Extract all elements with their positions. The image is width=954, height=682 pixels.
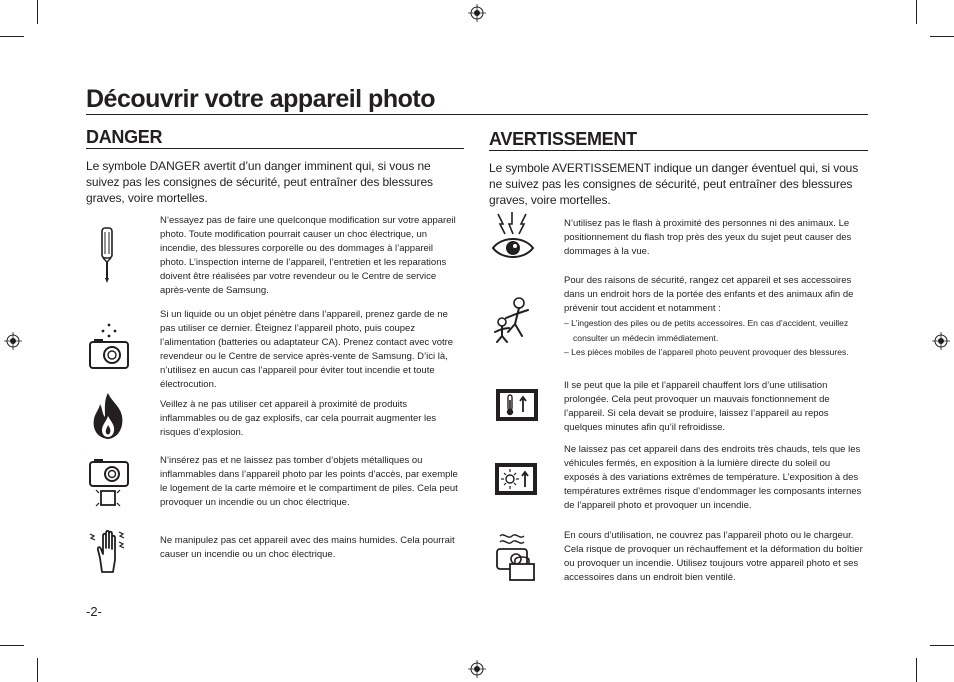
warning-item-children bbox=[564, 274, 868, 360]
warning-item-flash: N’utilisez pas le flash à proximité des personnes ni des animaux. Le positionnement du flash trop près des yeux du sujet peut causer des dommages à la vue. bbox=[564, 218, 852, 257]
registration-mark-bottom-icon bbox=[468, 660, 486, 678]
children-icon bbox=[492, 296, 536, 344]
warning-item-cover: En cours d’utilisation, ne couvrez pas l’appareil photo ou le chargeur. Cela risque de provoquer un réchauffement et la déformation du boîtier ou provoquer un incendie. Utilisez toujours votre appareil photo et ses accessoires dans un endroit bien ventilé. bbox=[564, 530, 863, 583]
camera-slot-icon bbox=[88, 457, 130, 509]
warning-item-battery-heat: Il se peut que la pile et l’appareil chauffent lors d’une utilisation prolongée. Cela peut provoquer un mauvais fonctionnement de l’appareil. Si cela devait se produire, laissez l’appareil au repos quelques minutes afin qu’il refroidisse. bbox=[564, 380, 830, 433]
page-number: -2- bbox=[86, 604, 102, 619]
warning-heading: AVERTISSEMENT bbox=[489, 128, 868, 151]
crop-mark-bottom-left-v bbox=[37, 658, 38, 682]
danger-item-flammable: Veillez à ne pas utiliser cet appareil à proximité de produits inflammables ou de gaz explosifs, car cela pourrait augmenter les risques d’explosion. bbox=[160, 399, 437, 438]
warning-item-children-text: Pour des raisons de sécurité, rangez cet appareil et ses accessoires dans un endroit hors de la portée des enfants et des animaux afin de prévenir tout accident et notamment : bbox=[564, 275, 854, 314]
danger-item-metal-objects: N’insérez pas et ne laissez pas tomber d’objets métalliques ou inflammables dans l’appareil photo par les points d’accès, par exemple le logement de la carte mémoire et le compartiment de piles. Cela peut provoquer un incendie ou un choc électrique. bbox=[160, 455, 458, 508]
fire-icon bbox=[90, 392, 126, 440]
registration-mark-right-icon bbox=[932, 332, 950, 350]
wet-hand-icon bbox=[88, 528, 128, 574]
danger-item-modification: N’essayez pas de faire une quelconque modification sur votre appareil photo. Toute modification pourrait causer un choc électrique, un incendie, des blessures corporelle ou des dommages à l’appareil photo. L’inspection interne de l’appareil, l’entretien et les reparations doivent être réalisées par votre revendeur ou le Centre de service après-vente de Samsung. bbox=[160, 215, 456, 296]
flash-eye-icon bbox=[490, 212, 536, 262]
crop-mark-top-left-v bbox=[37, 0, 38, 24]
covered-camera-icon bbox=[494, 530, 538, 582]
page-title: Découvrir votre appareil photo bbox=[86, 84, 868, 115]
crop-mark-top-right-h bbox=[930, 36, 954, 37]
registration-mark-left-icon bbox=[4, 332, 22, 350]
crop-mark-bottom-right-h bbox=[930, 645, 954, 646]
thermometer-icon bbox=[495, 388, 539, 422]
danger-heading: DANGER bbox=[86, 126, 464, 149]
crop-mark-bottom-right-v bbox=[916, 658, 917, 682]
warning-intro: Le symbole AVERTISSEMENT indique un danger éventuel qui, si vous ne suivez pas les consignes de sécurité, peut entraîner des blessures graves, voire mortelles. bbox=[489, 161, 859, 207]
screwdriver-icon bbox=[96, 226, 118, 284]
warning-bullet-moving-parts: – Les pièces mobiles de l’appareil photo peuvent provoquer des blessures. bbox=[564, 347, 849, 357]
warning-bullet-ingestion: – L’ingestion des piles ou de petits accessoires. En cas d’accident, veuillez consulter un médecin immédiatement. bbox=[564, 318, 849, 343]
danger-intro: Le symbole DANGER avertit d’un danger imminent qui, si vous ne suivez pas les consignes de sécurité, peut entraîner des blessures graves, voire mortelles. bbox=[86, 159, 433, 205]
warning-item-hot-places: Ne laissez pas cet appareil dans des endroits très chauds, tels que les véhicules fermés, en exposition à la lumière directe du soleil ou exposés à des variations extrêmes de température. L’exposition à des températures extrêmes risque d’endommager les composants internes de l’appareil photo et provoquer un incendie. bbox=[564, 444, 862, 511]
danger-item-liquid: Si un liquide ou un objet pénètre dans l’appareil, prenez garde de ne pas utiliser ce dernier. Éteignez l’appareil photo, puis coupez l’alimentation (batteries ou adaptateur CA). Prenez contact avec votre revendeur ou le Centre de service après-vente de Samsung. D’ici là, n’utilisez en aucun cas l’appareil pour éviter tout incendie et toute électrocution. bbox=[160, 309, 454, 390]
crop-mark-top-right-v bbox=[916, 0, 917, 24]
crop-mark-top-left-h bbox=[0, 36, 24, 37]
crop-mark-bottom-left-h bbox=[0, 645, 24, 646]
danger-item-wet-hands: Ne manipulez pas cet appareil avec des mains humides. Cela pourrait causer un incendie ou un choc électrique. bbox=[160, 535, 455, 560]
liquid-camera-icon bbox=[88, 322, 130, 370]
sun-heat-icon bbox=[494, 462, 538, 496]
registration-mark-top-icon bbox=[468, 4, 486, 22]
